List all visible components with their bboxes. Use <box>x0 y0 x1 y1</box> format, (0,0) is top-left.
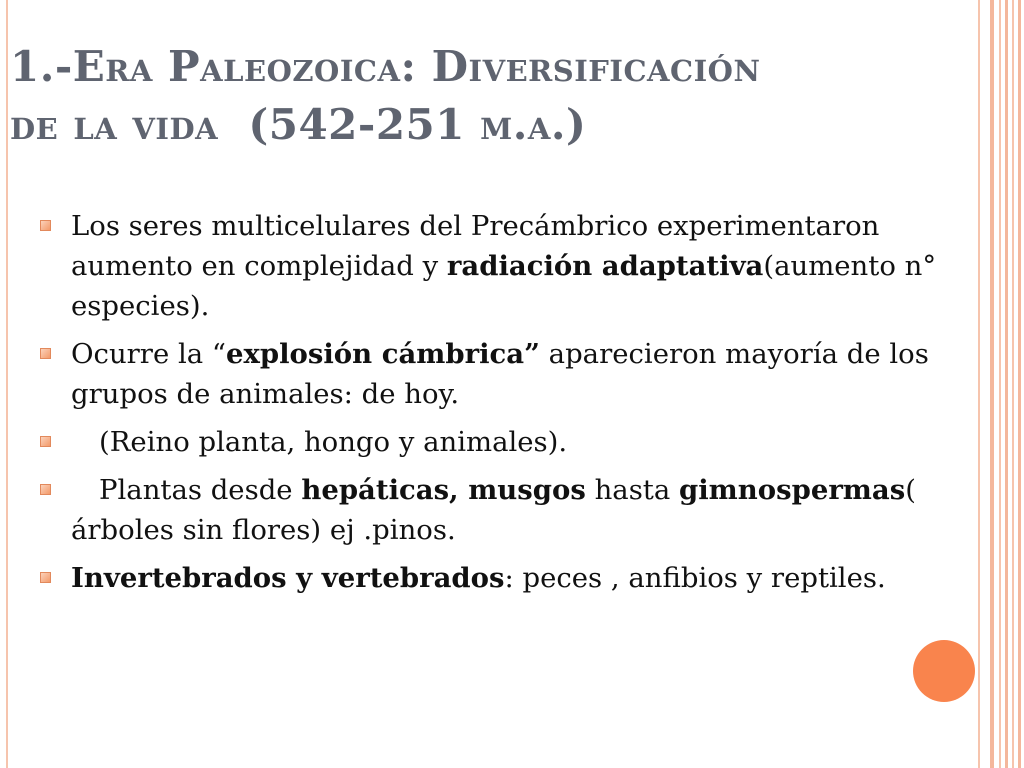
bullet-list <box>40 206 990 606</box>
right-border-stripe <box>1005 0 1008 768</box>
list-item: (Reino planta, hongo y animales). <box>40 422 990 462</box>
right-border-stripe <box>1018 0 1021 768</box>
decorative-circle <box>913 640 975 702</box>
left-border-line <box>6 0 8 768</box>
square-bullet-icon <box>40 220 51 231</box>
title-line-1: 1.-Era Paleozoica: Diversificación <box>10 42 761 91</box>
square-bullet-icon <box>40 484 51 495</box>
list-item: Ocurre la “explosión cámbrica” aparecieron mayoría de los grupos de animales: de hoy. <box>40 334 990 414</box>
title-line-2: de la vida (542-251 m.a.) <box>10 100 587 149</box>
right-border-stripe <box>999 0 1001 768</box>
square-bullet-icon <box>40 436 51 447</box>
right-border-stripe <box>990 0 994 768</box>
list-item: Invertebrados y vertebrados: peces , anfibios y reptiles. <box>40 558 990 598</box>
square-bullet-icon <box>40 572 51 583</box>
slide-title <box>10 38 990 154</box>
list-item: Plantas desde hepáticas, musgos hasta gimnospermas( árboles sin flores) ej .pinos. <box>40 470 990 550</box>
square-bullet-icon <box>40 348 51 359</box>
list-item: Los seres multicelulares del Precámbrico experimentaron aumento en complejidad y radiación adaptativa(aumento n° especies). <box>40 206 990 326</box>
right-border-stripe <box>1012 0 1014 768</box>
